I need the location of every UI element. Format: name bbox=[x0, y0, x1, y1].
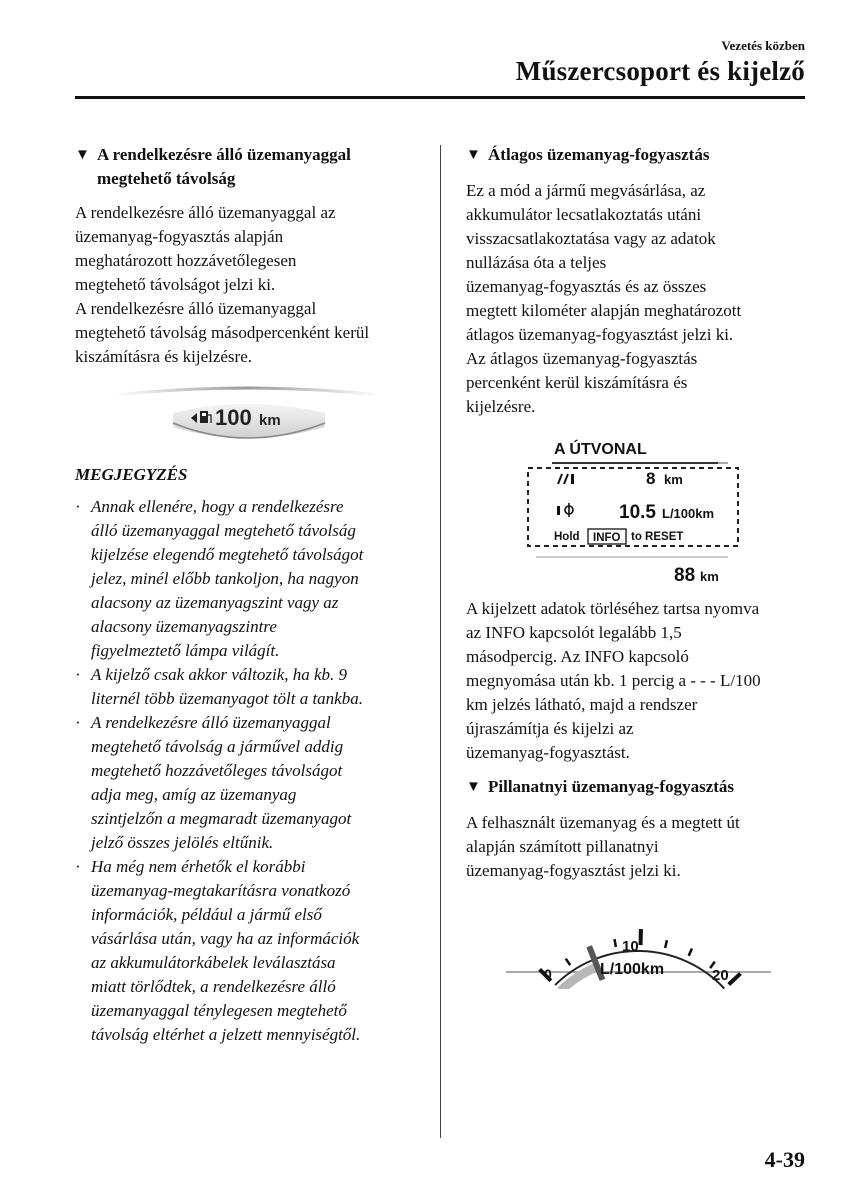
text-line: Annak ellenére, hogy a rendelkezésre bbox=[91, 497, 344, 516]
average-paragraph bbox=[466, 179, 811, 419]
text-line: újraszámítja és kijelzi az bbox=[466, 719, 634, 738]
bullet-dot-icon: · bbox=[75, 713, 81, 732]
text-line: másodpercig. Az INFO kapcsoló bbox=[466, 647, 689, 666]
trip-range-value: 88 bbox=[674, 565, 696, 586]
text-line: akkumulátor lecsatlakoztatás utáni bbox=[466, 205, 702, 224]
gauge-label-mid: 10 bbox=[622, 938, 639, 955]
text-line: kijelzésre. bbox=[466, 397, 536, 416]
range-display-graphic bbox=[75, 383, 420, 461]
heading-range-line2: megtehető távolság bbox=[97, 169, 236, 188]
reset-paragraph bbox=[466, 597, 811, 765]
text-line: alacsony üzemanyagszintre bbox=[91, 617, 277, 636]
trip-title: A ÚTVONAL bbox=[554, 441, 647, 458]
text-line: üzemanyag-fogyasztás alapján bbox=[75, 227, 284, 246]
range-unit: km bbox=[259, 412, 281, 429]
gauge-tick bbox=[729, 974, 741, 985]
text-line: az INFO kapcsolót legalább 1,5 bbox=[466, 623, 682, 642]
instant-gauge-graphic bbox=[466, 899, 811, 989]
triangle-marker-icon: ▼ bbox=[75, 147, 90, 163]
triangle-marker-icon: ▼ bbox=[466, 779, 481, 795]
text-line: kiszámításra és kijelzésre. bbox=[75, 347, 253, 366]
heading-average-text: Átlagos üzemanyag-fogyasztás bbox=[488, 145, 710, 164]
text-line: A rendelkezésre álló üzemanyaggal bbox=[75, 299, 317, 318]
info-button-label: INFO bbox=[593, 532, 621, 544]
heading-range-line1: A rendelkezésre álló üzemanyaggal bbox=[97, 145, 351, 164]
trip-avg-value: 10.5 bbox=[619, 502, 656, 523]
bullet-dot-icon: · bbox=[75, 665, 81, 684]
hold-text: Hold bbox=[554, 531, 580, 543]
text-line: meghatározott hozzávetőlegesen bbox=[75, 251, 297, 270]
reset-text: to RESET bbox=[631, 531, 684, 543]
text-line: miatt törlődtek, a rendelkezésre álló bbox=[91, 977, 336, 996]
heading-instant-text: Pillanatnyi üzemanyag-fogyasztás bbox=[488, 777, 735, 796]
text-line: A kijelzett adatok törléséhez tartsa nyomva bbox=[466, 599, 760, 618]
note-bullet bbox=[75, 663, 420, 711]
triangle-marker-icon: ▼ bbox=[466, 147, 481, 163]
text-line: kijelzése elegendő megtehető távolságot bbox=[91, 545, 364, 564]
text-line: üzemanyag-fogyasztást jelzi ki. bbox=[466, 861, 681, 880]
text-line: percenként kerül kiszámításra és bbox=[466, 373, 688, 392]
gauge-unit: L/100km bbox=[600, 961, 665, 978]
gauge-tick bbox=[689, 949, 692, 956]
text-line: szintjelzőn a megmaradt üzemanyagot bbox=[91, 809, 352, 828]
text-line: Az átlagos üzemanyag-fogyasztás bbox=[466, 349, 698, 368]
range-paragraph bbox=[75, 201, 420, 369]
gauge-label-min: 0 bbox=[544, 966, 552, 982]
text-line: üzemanyaggal ténylegesen megtehető bbox=[91, 1001, 347, 1020]
section-label: Vezetés közben bbox=[721, 38, 805, 53]
trip-display-figure bbox=[466, 437, 811, 587]
text-line: megtehető hozzávetőleges távolságot bbox=[91, 761, 343, 780]
note-bullet bbox=[75, 495, 420, 663]
gauge-fill bbox=[561, 967, 598, 989]
page-title: Műszercsoport és kijelző bbox=[515, 56, 805, 86]
note-title: MEGJEGYZÉS bbox=[75, 465, 188, 484]
bullet-dot-icon: · bbox=[75, 857, 81, 876]
text-line: távolság eltérhet a jelzett mennyiségtől. bbox=[91, 1025, 361, 1044]
text-line: üzemanyag-megtakarításra vonatkozó bbox=[91, 881, 351, 900]
text-line: visszacsatlakoztatása vagy az adatok bbox=[466, 229, 716, 248]
range-value: 100 bbox=[215, 405, 252, 430]
text-line: jelző összes jelölés eltűnik. bbox=[91, 833, 274, 852]
fuel-avg-icon bbox=[557, 503, 573, 517]
text-line: A felhasznált üzemanyag és a megtett út bbox=[466, 813, 740, 832]
text-line: üzemanyag-fogyasztást. bbox=[466, 743, 630, 762]
text-line: A kijelző csak akkor változik, ha kb. 9 bbox=[91, 665, 348, 684]
trip-distance-unit: km bbox=[664, 472, 683, 487]
trip-display-graphic bbox=[466, 437, 811, 587]
text-line: adja meg, amíg az üzemanyag bbox=[91, 785, 297, 804]
trip-distance-icon bbox=[558, 474, 574, 484]
text-line: jelez, minél előbb tankoljon, ha nagyon bbox=[91, 569, 359, 588]
range-display-figure bbox=[75, 383, 420, 461]
header-rule bbox=[75, 96, 805, 99]
note-bullet bbox=[75, 855, 420, 1047]
gauge-tick bbox=[665, 940, 667, 948]
text-line: km jelzés látható, majd a rendszer bbox=[466, 695, 698, 714]
trip-distance-value: 8 bbox=[646, 469, 656, 488]
left-column bbox=[75, 143, 420, 1047]
text-line: az akkumulátorkábelek leválasztása bbox=[91, 953, 336, 972]
text-line: álló üzemanyaggal megtehető távolság bbox=[91, 521, 356, 540]
instant-paragraph bbox=[466, 811, 811, 883]
text-line: Ha még nem érhetők el korábbi bbox=[91, 857, 306, 876]
text-line: A rendelkezésre álló üzemanyaggal az bbox=[75, 203, 336, 222]
gauge-tick bbox=[566, 959, 570, 966]
text-line: átlagos üzemanyag-fogyasztást jelzi ki. bbox=[466, 325, 734, 344]
bullet-dot-icon: · bbox=[75, 497, 81, 516]
text-line: Ez a mód a jármű megvásárlása, az bbox=[466, 181, 706, 200]
text-line: A rendelkezésre álló üzemanyaggal bbox=[91, 713, 331, 732]
heading-instant bbox=[466, 775, 811, 799]
instant-gauge-figure bbox=[466, 899, 811, 989]
trip-avg-unit: L/100km bbox=[662, 506, 715, 521]
gauge-tick bbox=[614, 939, 615, 947]
trip-range-unit: km bbox=[700, 569, 719, 584]
heading-range bbox=[75, 143, 420, 191]
text-line: vásárlása után, vagy ha az információk bbox=[91, 929, 360, 948]
note-bullet bbox=[75, 711, 420, 855]
gauge-label-max: 20 bbox=[712, 967, 729, 984]
text-line: információk, például a jármű első bbox=[91, 905, 322, 924]
text-line: figyelmeztető lámpa világít. bbox=[91, 641, 280, 660]
text-line: megtehető távolság másodpercenként kerül bbox=[75, 323, 370, 342]
page-number: 4-39 bbox=[764, 1147, 805, 1172]
heading-average bbox=[466, 143, 811, 167]
text-line: alacsony az üzemanyagszint vagy az bbox=[91, 593, 339, 612]
text-line: liternél több üzemanyagot tölt a tankba. bbox=[91, 689, 363, 708]
text-line: megtehető távolságot jelzi ki. bbox=[75, 275, 276, 294]
text-line: nullázása óta a teljes bbox=[466, 253, 607, 272]
text-line: megtehető távolság a járművel addig bbox=[91, 737, 344, 756]
text-line: alapján számított pillanatnyi bbox=[466, 837, 659, 856]
text-line: üzemanyag-fogyasztás és az összes bbox=[466, 277, 707, 296]
text-line: megnyomása után kb. 1 percig a - - - L/100 bbox=[466, 671, 761, 690]
text-line: megtett kilométer alapján meghatározott bbox=[466, 301, 742, 320]
right-column bbox=[466, 143, 811, 989]
column-divider bbox=[440, 145, 441, 1138]
